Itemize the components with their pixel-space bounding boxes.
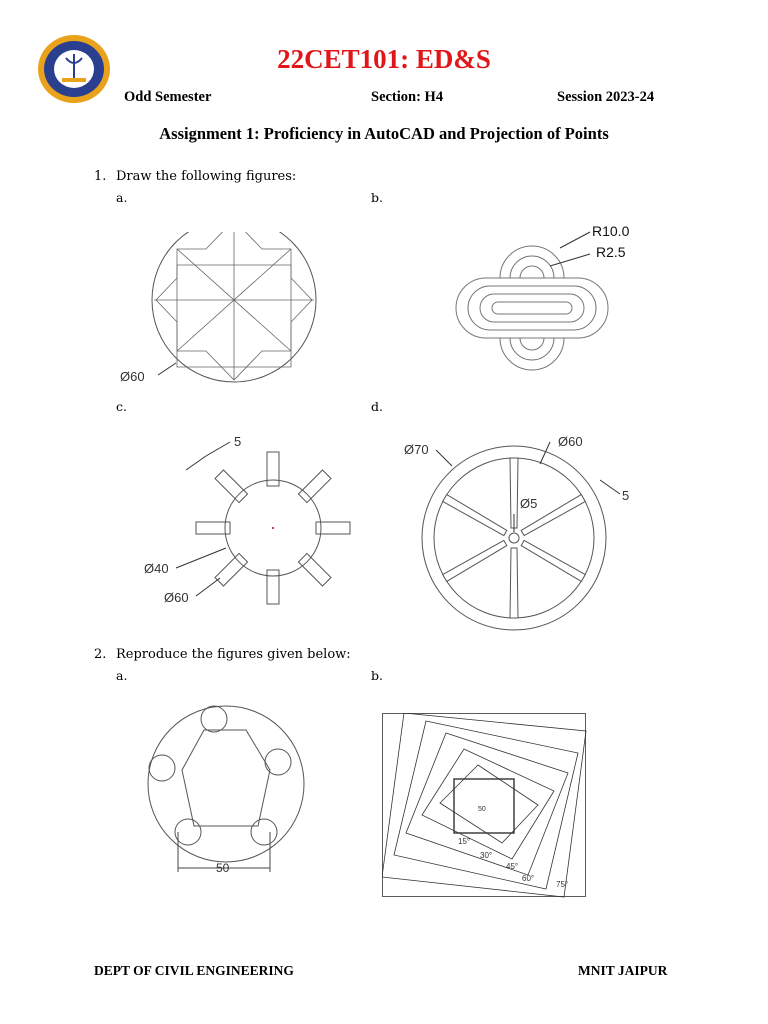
- figure-2a: [138, 700, 318, 882]
- assignment-title: Proficiency in AutoCAD and Projection of Points: [263, 124, 609, 143]
- fig-1a-dim: Ø60: [120, 369, 145, 384]
- fig-1d-dim-width: 5: [622, 488, 630, 503]
- figure-1b: [440, 218, 670, 394]
- assignment-label: Assignment 1: [159, 124, 255, 143]
- fig-1b-dim1: R10.0: [592, 223, 630, 239]
- q1-text: Draw the following figures:: [116, 169, 297, 184]
- assignment-separator: :: [254, 124, 260, 143]
- fig-1d-dim-center: Ø5: [520, 496, 538, 511]
- q2-sub-a: a.: [116, 668, 128, 683]
- footer-dept: DEPT OF CIVIL ENGINEERING: [94, 963, 294, 978]
- semester-label: Odd Semester: [124, 89, 212, 105]
- q1-sub-b: b.: [371, 190, 383, 205]
- q1-sub-c: c.: [116, 399, 127, 414]
- figure-1d: [400, 432, 640, 642]
- session-label: Session 2023-24: [557, 89, 655, 105]
- q2-sub-b: b.: [371, 668, 383, 683]
- course-title: 22CET101: ED&S: [277, 44, 491, 74]
- fig-2b-angle-60: 60°: [522, 874, 535, 883]
- section-label: Section: H4: [371, 89, 444, 105]
- figure-1c: [138, 430, 368, 616]
- assignment-heading: [0, 124, 768, 144]
- q1-sub-a: a.: [116, 190, 128, 205]
- fig-2b-angle-15: 15°: [458, 837, 471, 846]
- fig-2b-angle-75: 75°: [556, 880, 569, 889]
- q2-text: Reproduce the figures given below:: [116, 647, 351, 662]
- fig-1d-dim-inner: Ø60: [558, 434, 583, 449]
- fig-1b-dim2: R2.5: [596, 244, 626, 260]
- q1-number: 1.: [94, 169, 107, 184]
- fig-2b-angle-30: 30°: [480, 851, 493, 860]
- fig-1c-dim-outer: Ø60: [164, 590, 189, 605]
- fig-2b-square: 50: [478, 806, 486, 813]
- figure-1a: [108, 232, 338, 392]
- fig-1c-dim-inner: Ø40: [144, 561, 169, 576]
- figure-2b: [382, 713, 590, 899]
- fig-1d-dim-outer: Ø70: [404, 442, 429, 457]
- q1-sub-d: d.: [371, 399, 383, 414]
- footer-institute: MNIT JAIPUR: [578, 963, 668, 978]
- fig-1c-dim-top: 5: [234, 434, 242, 449]
- q2-number: 2.: [94, 647, 107, 662]
- fig-2a-dim: 50: [216, 861, 230, 875]
- fig-2b-angle-45: 45°: [506, 862, 519, 871]
